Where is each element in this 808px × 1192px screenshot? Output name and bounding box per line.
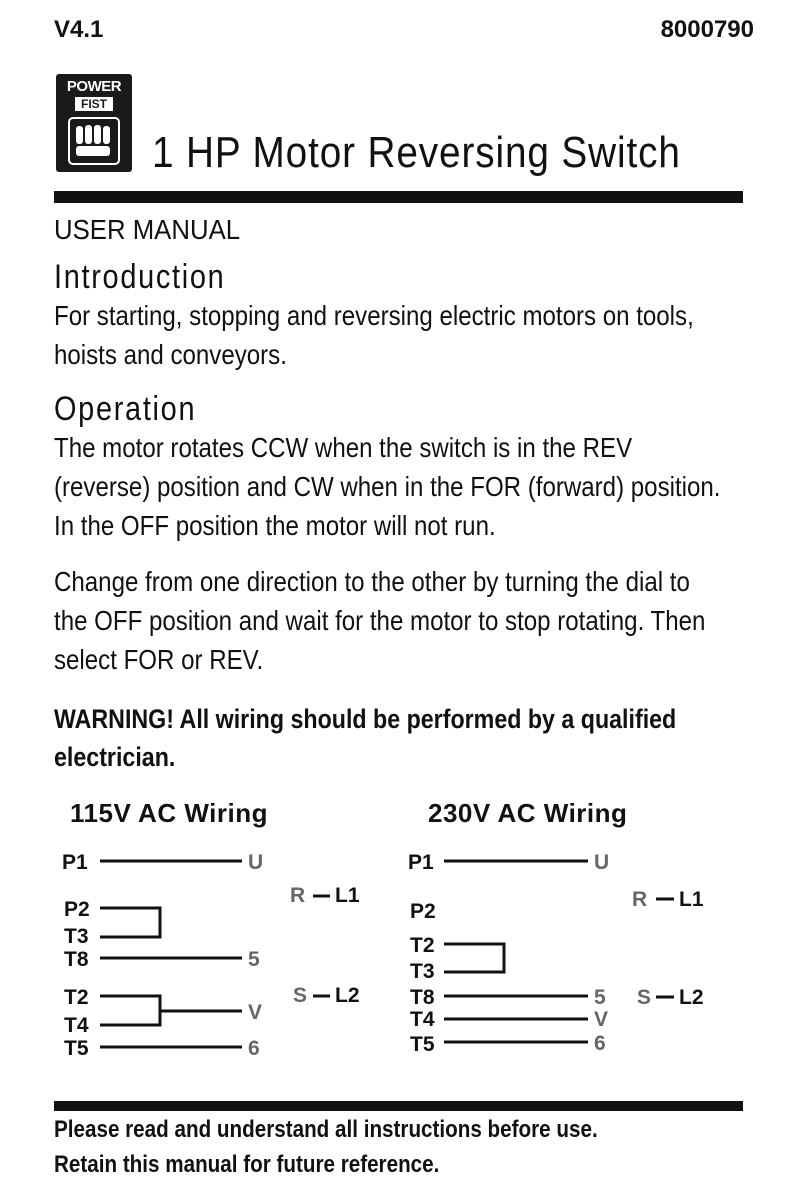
terminal-label: T8 <box>64 948 89 971</box>
direction-change-text: Change from one direction to the other by turning the dial to the OFF position and wait for the motor to stop rotating. Then select FOR or REV. <box>54 566 706 675</box>
terminal-label: T2 <box>64 986 89 1009</box>
terminal-label: 5 <box>594 986 606 1009</box>
wiring-230-title: 230V AC Wiring <box>428 798 628 828</box>
terminal-label: P2 <box>64 898 90 921</box>
operation-heading: Operation <box>54 390 197 428</box>
jumper-wire <box>100 908 160 937</box>
wiring-230-diagram <box>408 851 704 1056</box>
operation-text: The motor rotates CCW when the switch is in the REV (reverse) position and CW when in the FOR (forward) position. In the OFF position the motor will not run. <box>54 432 721 541</box>
footer-divider <box>54 1101 743 1111</box>
terminal-label: U <box>594 851 610 874</box>
terminal-label: T5 <box>410 1033 435 1056</box>
page-title: 1 HP Motor Reversing Switch <box>152 128 681 177</box>
side-label: L2 <box>335 984 360 1007</box>
terminal-label: P1 <box>62 851 88 874</box>
terminal-label: 5 <box>248 948 260 971</box>
terminal-label: T2 <box>410 934 435 957</box>
side-label: L1 <box>335 884 360 907</box>
side-label: R <box>290 884 306 907</box>
side-label: S <box>637 986 652 1009</box>
wiring-115-diagram <box>62 851 360 1060</box>
version-label: V4.1 <box>54 16 104 43</box>
warning-text: WARNING! All wiring should be performed by a qualified electrician. <box>54 704 677 772</box>
terminal-label: V <box>248 1001 263 1024</box>
doc-type-label: USER MANUAL <box>54 214 241 245</box>
terminal-label: T4 <box>64 1014 89 1037</box>
jumper-wire <box>444 944 504 972</box>
terminal-label: T3 <box>410 960 435 983</box>
terminal-label: 6 <box>594 1032 606 1055</box>
jumper-wire <box>100 996 160 1025</box>
wiring-115-title: 115V AC Wiring <box>70 798 268 828</box>
terminal-label: P2 <box>410 900 436 923</box>
footer-line-1: Please read and understand all instructions before use. <box>54 1116 598 1143</box>
terminal-label: T5 <box>64 1037 89 1060</box>
terminal-label: U <box>248 851 264 874</box>
introduction-heading: Introduction <box>54 258 226 296</box>
side-label: S <box>293 984 308 1007</box>
footer-line-2: Retain this manual for future reference. <box>54 1151 440 1178</box>
terminal-label: T8 <box>410 986 435 1009</box>
terminal-label: V <box>594 1008 609 1031</box>
side-label: R <box>632 888 648 911</box>
logo-text-fist: FIST <box>75 97 113 111</box>
footer-notice <box>54 1112 742 1182</box>
introduction-text: For starting, stopping and reversing electric motors on tools, hoists and conveyors. <box>54 300 694 370</box>
side-label: L1 <box>679 888 704 911</box>
logo-text-power: POWER <box>66 78 122 95</box>
terminal-label: P1 <box>408 851 434 874</box>
terminal-label: 6 <box>248 1037 260 1060</box>
terminal-label: T3 <box>64 925 89 948</box>
terminal-label: T4 <box>410 1008 435 1031</box>
side-label: L2 <box>679 986 704 1009</box>
part-number: 8000790 <box>660 16 754 43</box>
